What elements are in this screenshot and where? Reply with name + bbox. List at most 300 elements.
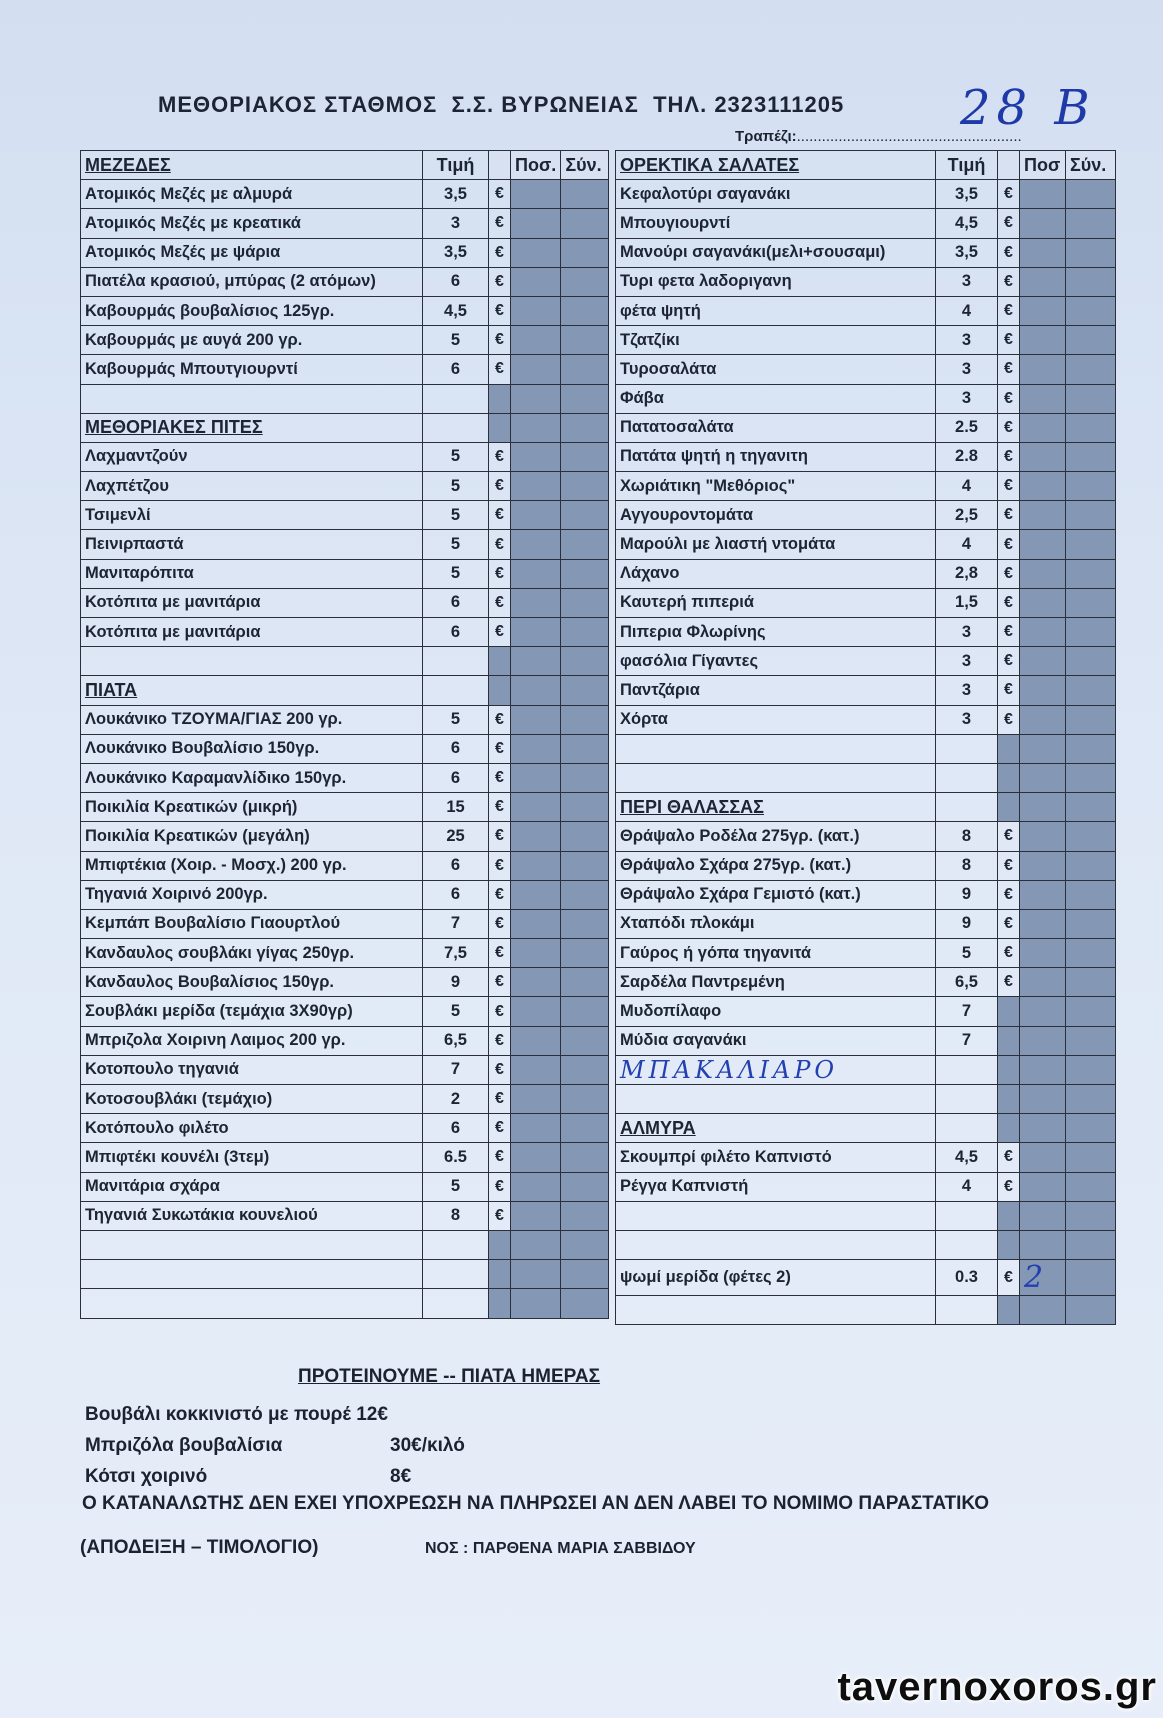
quantity-cell[interactable] <box>511 1289 561 1318</box>
item-price: 5 <box>423 442 489 471</box>
quantity-cell[interactable] <box>511 442 561 471</box>
total-cell <box>1066 997 1116 1026</box>
total-cell <box>561 909 609 938</box>
total-cell <box>561 822 609 851</box>
quantity-cell[interactable] <box>1020 238 1066 267</box>
handwritten-note: ΜΠΑΚΑΛΙΑΡΟ <box>616 1055 936 1084</box>
quantity-cell[interactable] <box>1020 1201 1066 1230</box>
empty-cell <box>998 1085 1020 1114</box>
quantity-cell[interactable] <box>511 1201 561 1230</box>
currency-symbol: € <box>998 1172 1020 1201</box>
total-cell <box>1066 472 1116 501</box>
item-price: 7,5 <box>423 939 489 968</box>
quantity-cell[interactable] <box>511 793 561 822</box>
item-name: Ποικιλία Κρεατικών (μικρή) <box>81 793 423 822</box>
item-price: 3 <box>423 209 489 238</box>
currency-symbol: € <box>489 559 511 588</box>
quantity-cell[interactable] <box>1020 968 1066 997</box>
price-column-header: Τιμή <box>936 151 998 180</box>
item-name: Κεφαλοτύρι σαγανάκι <box>616 180 936 209</box>
menu-row <box>616 851 1116 880</box>
currency-symbol: € <box>489 180 511 209</box>
total-cell <box>1066 180 1116 209</box>
quantity-cell[interactable] <box>511 647 561 676</box>
menu-row <box>616 880 1116 909</box>
quantity-cell[interactable] <box>511 1055 561 1084</box>
quantity-cell[interactable] <box>1020 763 1066 792</box>
currency-symbol: € <box>998 1143 1020 1172</box>
currency-symbol: € <box>489 968 511 997</box>
currency-symbol: € <box>998 355 1020 384</box>
item-name: ψωμί μερίδα (φέτες 2) <box>616 1260 936 1296</box>
menu-row <box>81 442 609 471</box>
item-name: Μανιτάρια σχάρα <box>81 1172 423 1201</box>
item-name: Πιπερια Φλωρίνης <box>616 618 936 647</box>
menu-row <box>81 880 609 909</box>
currency-symbol: € <box>489 355 511 384</box>
quantity-cell[interactable] <box>1020 618 1066 647</box>
item-name: Κοτοπουλο τηγανιά <box>81 1055 423 1084</box>
total-cell <box>561 501 609 530</box>
item-price: 6 <box>423 851 489 880</box>
left-menu-table <box>80 150 609 1319</box>
menu-row <box>81 559 609 588</box>
quantity-cell[interactable] <box>1020 326 1066 355</box>
quantity-cell[interactable] <box>511 209 561 238</box>
item-price: 3 <box>936 618 998 647</box>
total-cell <box>1066 1114 1116 1143</box>
quantity-cell[interactable] <box>1020 355 1066 384</box>
empty-cell <box>936 1230 998 1259</box>
empty-cell <box>936 1114 998 1143</box>
empty-cell <box>616 1201 936 1230</box>
currency-symbol: € <box>998 326 1020 355</box>
quantity-cell[interactable] <box>511 676 561 705</box>
currency-symbol: € <box>489 1026 511 1055</box>
quantity-cell[interactable] <box>1020 851 1066 880</box>
menu-row <box>616 442 1116 471</box>
menu-row <box>81 1026 609 1055</box>
currency-symbol: € <box>998 501 1020 530</box>
menu-row <box>616 939 1116 968</box>
quantity-cell[interactable] <box>511 384 561 413</box>
total-cell <box>1066 1296 1116 1325</box>
total-cell <box>561 588 609 617</box>
total-cell <box>561 1201 609 1230</box>
quantity-cell[interactable] <box>511 968 561 997</box>
currency-symbol: € <box>489 851 511 880</box>
quantity-cell[interactable] <box>511 1026 561 1055</box>
quantity-cell[interactable] <box>511 501 561 530</box>
quantity-cell[interactable] <box>511 880 561 909</box>
item-price: 6 <box>423 734 489 763</box>
currency-symbol: € <box>489 1085 511 1114</box>
currency-symbol: € <box>998 238 1020 267</box>
empty-cell <box>998 763 1020 792</box>
item-price: 3,5 <box>423 238 489 267</box>
menu-row <box>616 559 1116 588</box>
currency-symbol: € <box>998 180 1020 209</box>
item-price: 6.5 <box>423 1143 489 1172</box>
item-name: Θράψαλο Σχάρα Γεμιστό (κατ.) <box>616 880 936 909</box>
item-name: Λουκάνικο Βουβαλίσιο 150γρ. <box>81 734 423 763</box>
quantity-cell[interactable] <box>511 909 561 938</box>
total-cell <box>561 1114 609 1143</box>
item-name: Θράψαλο Ροδέλα 275γρ. (κατ.) <box>616 822 936 851</box>
quantity-cell[interactable] <box>511 763 561 792</box>
total-cell <box>1066 209 1116 238</box>
menu-row <box>81 968 609 997</box>
currency-symbol: € <box>489 997 511 1026</box>
menu-row <box>81 851 609 880</box>
currency-symbol: € <box>998 559 1020 588</box>
item-name: Μπιφτέκια (Χοιρ. - Μοσχ.) 200 γρ. <box>81 851 423 880</box>
currency-symbol: € <box>489 705 511 734</box>
empty-cell <box>616 1296 936 1325</box>
empty-cell <box>81 1289 423 1318</box>
quantity-cell[interactable] <box>511 1085 561 1114</box>
qty-column-header: Ποσ <box>1020 151 1066 180</box>
special-item <box>85 1435 465 1457</box>
currency-symbol: € <box>489 793 511 822</box>
item-name: Φάβα <box>616 384 936 413</box>
item-name: Λαχπέτζου <box>81 472 423 501</box>
currency-column-header <box>998 151 1020 180</box>
currency-symbol: € <box>998 968 1020 997</box>
quantity-cell[interactable] <box>511 939 561 968</box>
currency-symbol: € <box>489 763 511 792</box>
empty-cell <box>489 384 511 413</box>
section-header-row <box>81 413 609 442</box>
menu-row <box>81 734 609 763</box>
quantity-cell[interactable] <box>511 997 561 1026</box>
total-cell <box>1066 267 1116 296</box>
item-price: 5 <box>423 1172 489 1201</box>
total-cell <box>1066 851 1116 880</box>
total-cell <box>561 793 609 822</box>
total-cell <box>561 1026 609 1055</box>
total-cell <box>1066 618 1116 647</box>
item-price: 4,5 <box>423 296 489 325</box>
currency-symbol: € <box>998 530 1020 559</box>
total-cell <box>561 413 609 442</box>
empty-cell <box>81 384 423 413</box>
menu-row <box>616 413 1116 442</box>
quantity-cell[interactable] <box>511 413 561 442</box>
currency-column-header <box>489 151 511 180</box>
total-cell <box>561 209 609 238</box>
item-price: 3 <box>936 676 998 705</box>
currency-symbol: € <box>998 676 1020 705</box>
currency-symbol: € <box>998 822 1020 851</box>
total-cell <box>561 384 609 413</box>
blank-row <box>81 647 609 676</box>
item-price: 5 <box>936 939 998 968</box>
item-name: Καβουρμάς βουβαλίσιος 125γρ. <box>81 296 423 325</box>
item-name: Καυτερή πιπεριά <box>616 588 936 617</box>
total-cell <box>1066 1172 1116 1201</box>
menu-row <box>81 1172 609 1201</box>
menu-row <box>616 1172 1116 1201</box>
empty-cell <box>998 1114 1020 1143</box>
total-cell <box>1066 734 1116 763</box>
quantity-cell[interactable] <box>1020 676 1066 705</box>
quantity-cell[interactable] <box>1020 793 1066 822</box>
empty-cell <box>936 793 998 822</box>
restaurant-header: ΜΕΘΟΡΙΑΚΟΣ ΣΤΑΘΜΟΣ Σ.Σ. ΒΥΡΩΝΕΙΑΣ ΤΗΛ. 2323111205 <box>158 92 845 117</box>
quantity-cell[interactable] <box>1020 939 1066 968</box>
item-price: 3 <box>936 326 998 355</box>
quantity-cell[interactable] <box>511 734 561 763</box>
item-name: Πεινιρπαστά <box>81 530 423 559</box>
total-cell <box>1066 442 1116 471</box>
quantity-cell[interactable] <box>1020 384 1066 413</box>
item-name: Μανούρι σαγανάκι(μελι+σουσαμι) <box>616 238 936 267</box>
empty-cell <box>998 1296 1020 1325</box>
empty-cell <box>423 413 489 442</box>
item-name: Τυρι φετα λαδοριγανη <box>616 267 936 296</box>
quantity-cell[interactable] <box>1020 1172 1066 1201</box>
quantity-cell[interactable] <box>1020 1114 1066 1143</box>
total-cell <box>1066 1201 1116 1230</box>
currency-symbol: € <box>489 1172 511 1201</box>
quantity-cell[interactable] <box>1020 909 1066 938</box>
currency-symbol: € <box>489 267 511 296</box>
quantity-cell[interactable] <box>511 559 561 588</box>
blank-row <box>81 384 609 413</box>
quantity-cell[interactable] <box>511 530 561 559</box>
empty-cell <box>423 676 489 705</box>
quantity-cell[interactable] <box>1020 1230 1066 1259</box>
empty-cell <box>936 763 998 792</box>
currency-symbol: € <box>489 209 511 238</box>
total-cell <box>561 1172 609 1201</box>
quantity-cell[interactable] <box>511 472 561 501</box>
right-menu-table <box>615 150 1116 1325</box>
total-cell <box>561 472 609 501</box>
quantity-cell[interactable] <box>1020 647 1066 676</box>
total-cell <box>1066 384 1116 413</box>
item-price: 5 <box>423 559 489 588</box>
quantity-cell[interactable] <box>511 822 561 851</box>
total-cell <box>561 676 609 705</box>
quantity-cell[interactable] <box>511 618 561 647</box>
owner-name: ΝΟΣ : ΠΑΡΘΕΝΑ ΜΑΡΙΑ ΣΑΒΒΙΔΟΥ <box>425 1540 696 1557</box>
item-name: Κοτόπιτα με μανιτάρια <box>81 618 423 647</box>
empty-cell <box>81 647 423 676</box>
currency-symbol: € <box>998 472 1020 501</box>
menu-row <box>616 588 1116 617</box>
quantity-cell[interactable]: 2 <box>1020 1260 1066 1296</box>
menu-row <box>616 238 1116 267</box>
item-price: 4,5 <box>936 209 998 238</box>
quantity-cell[interactable] <box>1020 267 1066 296</box>
empty-cell <box>936 1055 998 1084</box>
quantity-cell[interactable] <box>1020 180 1066 209</box>
quantity-cell[interactable] <box>1020 209 1066 238</box>
total-cell <box>561 997 609 1026</box>
menu-row <box>616 326 1116 355</box>
menu-row <box>81 326 609 355</box>
special-item <box>85 1404 388 1426</box>
item-name: Τζατζίκι <box>616 326 936 355</box>
quantity-cell[interactable] <box>1020 442 1066 471</box>
section-header-row <box>616 793 1116 822</box>
blank-row <box>616 734 1116 763</box>
empty-cell <box>616 1085 936 1114</box>
section-title: ΠΕΡΙ ΘΑΛΑΣΣΑΣ <box>616 793 936 822</box>
empty-cell <box>81 1230 423 1259</box>
currency-symbol: € <box>489 501 511 530</box>
quantity-cell[interactable] <box>1020 413 1066 442</box>
quantity-cell[interactable] <box>1020 880 1066 909</box>
quantity-cell[interactable] <box>511 1143 561 1172</box>
quantity-cell[interactable] <box>511 180 561 209</box>
quantity-cell[interactable] <box>1020 734 1066 763</box>
quantity-cell[interactable] <box>1020 1296 1066 1325</box>
quantity-cell[interactable] <box>511 1260 561 1289</box>
quantity-cell[interactable] <box>511 705 561 734</box>
section-title: ΜΕΘΟΡΙΑΚΕΣ ΠΙΤΕΣ <box>81 413 423 442</box>
item-price: 8 <box>936 822 998 851</box>
quantity-cell[interactable] <box>1020 1026 1066 1055</box>
currency-symbol: € <box>998 618 1020 647</box>
quantity-cell[interactable] <box>1020 1143 1066 1172</box>
currency-symbol: € <box>489 472 511 501</box>
quantity-cell[interactable] <box>511 296 561 325</box>
total-cell <box>1066 880 1116 909</box>
total-cell <box>561 296 609 325</box>
quantity-cell[interactable] <box>1020 588 1066 617</box>
quantity-cell[interactable] <box>511 1230 561 1259</box>
empty-cell <box>616 763 936 792</box>
item-name: Θράψαλο Σχάρα 275γρ. (κατ.) <box>616 851 936 880</box>
total-cell <box>561 1143 609 1172</box>
item-name: Καβουρμάς Μπουτγιουρντί <box>81 355 423 384</box>
quantity-cell[interactable] <box>1020 501 1066 530</box>
quantity-cell[interactable] <box>1020 822 1066 851</box>
item-price: 6,5 <box>936 968 998 997</box>
item-price: 1,5 <box>936 588 998 617</box>
quantity-cell[interactable] <box>1020 997 1066 1026</box>
total-cell <box>1066 763 1116 792</box>
total-cell <box>561 1230 609 1259</box>
menu-row <box>616 1055 1116 1084</box>
total-cell <box>561 1055 609 1084</box>
quantity-cell[interactable] <box>511 1172 561 1201</box>
menu-row <box>616 676 1116 705</box>
item-price: 6 <box>423 618 489 647</box>
empty-cell <box>423 384 489 413</box>
item-name: Μπουγιουρντί <box>616 209 936 238</box>
item-price: 5 <box>423 326 489 355</box>
item-name: Κανδαυλος Βουβαλίσιος 150γρ. <box>81 968 423 997</box>
item-name: Τυροσαλάτα <box>616 355 936 384</box>
item-name: Λουκάνικο ΤΖΟΥΜΑ/ΓΙΑΣ 200 γρ. <box>81 705 423 734</box>
quantity-cell[interactable] <box>1020 1085 1066 1114</box>
blank-row <box>616 1230 1116 1259</box>
menu-row <box>81 1114 609 1143</box>
total-cell <box>1066 968 1116 997</box>
item-price: 4 <box>936 1172 998 1201</box>
total-cell <box>561 763 609 792</box>
quantity-cell[interactable] <box>511 355 561 384</box>
quantity-cell[interactable] <box>511 1114 561 1143</box>
item-price: 6 <box>423 763 489 792</box>
blank-row <box>81 1260 609 1289</box>
item-price: 5 <box>423 501 489 530</box>
total-cell <box>1066 793 1116 822</box>
left-menu-column <box>80 150 609 1319</box>
total-cell <box>1066 501 1116 530</box>
currency-symbol: € <box>489 296 511 325</box>
item-price: 6 <box>423 880 489 909</box>
item-name: Κοτόπιτα με μανιτάρια <box>81 588 423 617</box>
quantity-cell[interactable] <box>511 238 561 267</box>
quantity-cell[interactable] <box>1020 1055 1066 1084</box>
table-number-field <box>735 128 1022 145</box>
total-cell <box>561 705 609 734</box>
item-price: 4 <box>936 472 998 501</box>
total-cell <box>1066 588 1116 617</box>
handwritten-table-number: 28 Β <box>960 80 1096 136</box>
item-name: Μπριζολα Χοιρινη Λαιμος 200 γρ. <box>81 1026 423 1055</box>
item-name: Ατομικός Μεζές με αλμυρά <box>81 180 423 209</box>
quantity-cell[interactable] <box>511 326 561 355</box>
menu-row <box>616 909 1116 938</box>
empty-cell <box>936 1085 998 1114</box>
total-cell <box>561 530 609 559</box>
quantity-cell[interactable] <box>1020 559 1066 588</box>
menu-row <box>616 209 1116 238</box>
total-cell <box>561 238 609 267</box>
item-name: Χόρτα <box>616 705 936 734</box>
quantity-cell[interactable] <box>511 851 561 880</box>
empty-cell <box>998 1201 1020 1230</box>
currency-symbol: € <box>489 442 511 471</box>
right-menu-column <box>615 150 1116 1325</box>
empty-cell <box>616 734 936 763</box>
total-cell <box>561 355 609 384</box>
menu-row <box>616 968 1116 997</box>
total-cell <box>1066 355 1116 384</box>
total-cell <box>1066 559 1116 588</box>
daily-specials-title: ΠΡΟΤΕΙΝΟΥΜΕ -- ΠΙΑΤΑ ΗΜΕΡΑΣ <box>298 1366 601 1387</box>
quantity-cell[interactable] <box>511 588 561 617</box>
quantity-cell[interactable] <box>1020 472 1066 501</box>
item-name: Γαύρος ή γόπα τηγανιτά <box>616 939 936 968</box>
quantity-cell[interactable] <box>1020 530 1066 559</box>
item-name: Αγγουροντομάτα <box>616 501 936 530</box>
empty-cell <box>423 647 489 676</box>
menu-row <box>81 618 609 647</box>
currency-symbol: € <box>998 647 1020 676</box>
special-label: Μπριζόλα βουβαλίσια <box>85 1435 283 1456</box>
total-cell <box>1066 705 1116 734</box>
quantity-cell[interactable] <box>1020 705 1066 734</box>
quantity-cell[interactable] <box>1020 296 1066 325</box>
item-name: Χωριάτικη "Μεθόριος" <box>616 472 936 501</box>
currency-symbol: € <box>489 1055 511 1084</box>
special-label: Κότσι χοιρινό <box>85 1466 208 1487</box>
quantity-cell[interactable] <box>511 267 561 296</box>
item-price: 7 <box>423 909 489 938</box>
special-label: Βουβάλι κοκκινιστό με πουρέ 12€ <box>85 1404 388 1425</box>
total-cell <box>561 267 609 296</box>
empty-cell <box>936 734 998 763</box>
item-price: 5 <box>423 530 489 559</box>
total-cell <box>1066 1055 1116 1084</box>
